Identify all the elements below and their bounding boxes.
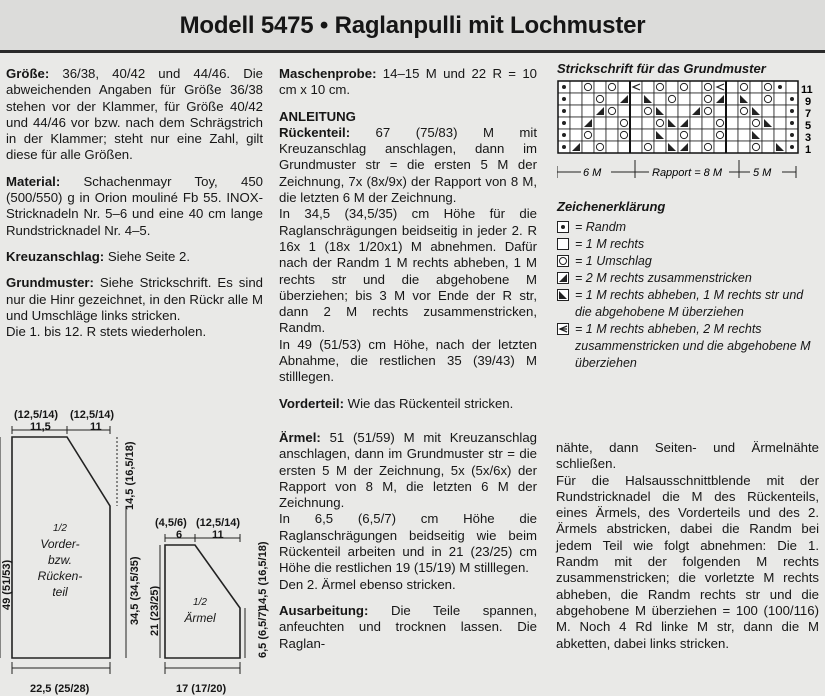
chart-cell [582,81,594,93]
knitting-chart [557,80,819,186]
chart-cell [606,105,618,117]
legend-item [557,219,819,236]
chart-title: Strickschrift für das Grundmuster [557,61,766,76]
sleeve-label-line: 1/2 [193,597,207,608]
finishing-continued-1: nähte, dann Seiten- und Ärmelnähte schließen. [556,440,819,472]
chart-cell [762,81,774,93]
column-middle [279,66,537,662]
legend-text: = 1 M rechts [575,237,645,251]
schematic-drawing [0,400,280,696]
chart-cell [642,117,654,129]
body-label-line: 1/2 [53,523,67,534]
gauge-heading: Maschenprobe: [279,66,377,81]
sleeve-top-left-dim: (4,5/6) [155,517,187,529]
chart-cell [642,105,654,117]
sleeve-paragraph [279,430,537,511]
chart-cell [678,105,690,117]
cast-on-text: Siehe Seite 2. [104,248,190,264]
cast-on-heading: Kreuzanschlag: [6,248,105,264]
body-width-1: 11,5 [30,421,51,433]
chart-cell [678,81,690,93]
sk2p-icon [557,323,571,335]
chart-cell [570,105,582,117]
chart-symbol [562,145,566,149]
chart-cell [654,117,666,129]
sleeve-width-2: 11 [212,529,224,541]
legend-item [557,270,819,287]
chart-cell [702,93,714,105]
instructions-heading: ANLEITUNG [279,108,356,124]
chart-cell [630,129,642,141]
chart-cell [690,93,702,105]
row-number: 9 [805,96,812,108]
row-number: 3 [805,132,812,144]
chart-cell [594,129,606,141]
body-label-line: bzw. [47,553,73,567]
sleeve-label-line: Ärmel [184,611,216,625]
front-paragraph [279,396,537,412]
chart-cell [738,141,750,153]
chart-cell [618,81,630,93]
chart-row-numbers [801,84,813,156]
chart-cell [714,105,726,117]
gauge-paragraph [279,66,537,99]
sleeve-heading: Ärmel: [279,429,321,445]
back-raglan-text: In 34,5 (34,5/35) cm Höhe für die Raglanschrägungen beidseitig in jeder 2. R 16x 1 (18x 1/20x1) M abnehmen. Dafür nach der Randm 1 M rechts abheben, 1 M rechts str und die abgehobene M überziehen; bis 3 M vor Ende der R str, dann 2 M rechts zusammenstricken, Randm. [279,206,537,336]
chart-cell [750,81,762,93]
chart-cell [714,129,726,141]
finishing-heading: Ausarbeitung: [279,602,369,618]
chart-cell [750,93,762,105]
pattern-paragraph [6,275,263,324]
chart-cell [618,117,630,129]
row-number: 5 [805,120,812,132]
body-side-height: 34,5 (34,5/35) [129,556,141,625]
title-bar [0,0,825,53]
legend-text: = Randm [575,220,627,234]
finishing-text: Die Teile spannen, anfeuchten und trocknen lassen. Die Raglan- [279,602,537,651]
chart-label-left: 6 M [583,167,602,179]
chart-symbol [778,85,782,89]
chart-cell [594,93,606,105]
chart-grid [558,81,798,153]
chart-bottom-labels [557,160,796,179]
sleeve-top-right-dim: (12,5/14) [196,517,241,529]
chart-cell [762,141,774,153]
body-label-line: teil [52,585,68,599]
chart-cell [738,81,750,93]
size-paragraph [6,66,263,164]
chart-cell [726,93,738,105]
chart-cell [714,117,726,129]
chart-cell [726,129,738,141]
chart-cell [618,105,630,117]
chart-cell [738,129,750,141]
chart-cell [702,117,714,129]
body-height: 49 (51/53) [1,559,13,610]
chart-cell [642,129,654,141]
column-left [6,66,263,350]
chart-cell [762,93,774,105]
sleeve-width-1: 6 [176,529,183,541]
chart-cell [738,117,750,129]
chart-cell [690,129,702,141]
page-title: Modell 5475 • Raglanpulli mit Lochmuster [179,12,646,39]
sleeve-raglan-height: 14,5 (16,5/18) [257,541,269,610]
k2tog-icon [557,272,571,284]
legend-item [557,236,819,253]
body-raglan-height: 14,5 (16,5/18) [124,441,136,510]
chart-cell [606,93,618,105]
chart-cell [594,81,606,93]
legend-text: = 1 M rechts abheben, 1 M rechts str und die abgehobene M überziehen [575,288,804,319]
chart-cell [690,117,702,129]
size-heading: Größe: [6,66,50,81]
chart-cell [690,141,702,153]
chart-symbol [790,97,794,101]
edge-stitch-icon [557,221,571,233]
body-top-right-dim: (12,5/14) [70,409,115,421]
chart-label-right: 5 M [753,167,772,179]
chart-cell [678,129,690,141]
gauge-text: 14–15 M und 22 R = 10 cm x 10 cm. [279,66,537,98]
pattern-heading: Grundmuster: [6,275,94,291]
back-end-text: In 49 (51/53) cm Höhe, nach der letzten Abnahme, die restlichen 35 (39/43) M stilllegen. [279,336,537,385]
legend-text: = 1 M rechts abheben, 2 M rechts zusammenstricken und die abgehobene M überziehen [575,322,811,370]
chart-cell [702,81,714,93]
chart-cell [666,93,678,105]
back-text: 67 (75/83) M mit Kreuzanschlag anschlagen, dann im Grundmuster str = die ersten 5 M der Zeichnung, 7x (8x/9x) der Rapport von 8 M, die letzten 6 M der Zeichnung. [279,124,537,206]
chart-cell [678,93,690,105]
body-bottom-width: 22,5 (25/28) [30,683,90,695]
chart-symbol [562,109,566,113]
chart-cell [606,81,618,93]
chart-label-repeat: Rapport = 8 M [652,167,723,179]
back-heading: Rückenteil: [279,124,351,140]
sleeve-text: 51 (51/59) M mit Kreuzanschlag anschlagen, dann im Grundmuster str = die ersten 5 M der Zeichnung, 5x (5x/6x) der Rapport von 8 M, die letzten 6 M der Zeichnung. [279,429,537,511]
chart-cell [594,141,606,153]
chart-cell [570,81,582,93]
legend-title: Zeichenerklärung [557,199,666,214]
chart-cell [570,129,582,141]
chart-cell [606,141,618,153]
chart-cell [570,93,582,105]
chart-cell [726,141,738,153]
chart-cell [702,105,714,117]
chart-symbol [562,97,566,101]
sleeve-raglan-text: In 6,5 (6,5/7) cm Höhe die Raglanschrägungen beidseitig wie beim Rückenteil arbeiten und in 21 (23/25) cm Höhe die restlichen 19 (15/19) M stilllegen. [279,511,537,576]
front-heading: Vorderteil: [279,395,344,411]
body-top-left-dim: (12,5/14) [14,409,59,421]
material-heading: Material: [6,173,61,189]
chart-cell [654,93,666,105]
material-text: Schachenmayr Toy, 450 (500/550) g in Orion mouliné Fb 55. INOX-Stricknadeln Nr. 5–6 und eine 40 cm lange Rundstricknadel Nr. 4–5. [6,173,263,238]
chart-cell [762,129,774,141]
chart-cell [630,141,642,153]
chart-cell [750,141,762,153]
sleeve-small-height: 6,5 (6,5/7) [257,607,269,658]
row-number: 11 [801,84,813,96]
chart-cell [786,81,798,93]
size-text: 36/38, 40/42 und 44/46. Die abweichenden Angaben für Größe 36/38 stehen vor der Klammer, für Größe 40/42 und 44/46 vor bzw. nach dem Schrägstrich in der Klammer; steht nur eine Zahl, gilt diese für alle Größen. [6,66,263,163]
pattern-text: Siehe Strickschrift. Es sind nur die Hinr gezeichnet, in den Rückr alle M und Umschläge links stricken. [6,275,263,323]
finishing-continued-2: Für die Halsausschnittblende mit der Rundstricknadel die M des Rückenteils, eines Ärmels, des Vorderteils und des 2. Ärmels abstricken, dabei die Randm bei jedem Teil wie folgt abnehmen: Die 1. Randm mit der folgenden M rechts zusammenstricken; die vorletzte M rechts abheben, die Randm rechts str und die abgehobene M überziehen = 100 (100/116) M. Noch 4 Rd linke M str, dann die M abketten, dabei links stricken. [556,472,819,651]
legend-text: = 1 Umschlag [575,254,652,268]
chart-cell [606,117,618,129]
finishing-paragraph [279,603,537,652]
chart-cell [750,117,762,129]
chart-symbol [790,145,794,149]
sleeve-bottom-width: 17 (17/20) [176,683,227,695]
front-text: Wie das Rückenteil stricken. [343,395,514,411]
chart-cell [666,129,678,141]
back-paragraph [279,125,537,206]
chart-symbol [562,133,566,137]
pattern-repeat-text: Die 1. bis 12. R stets wiederholen. [6,324,207,340]
column-right [556,440,819,652]
body-label-line: Vorder- [40,537,80,551]
chart-cell [702,129,714,141]
chart-cell [630,105,642,117]
body-width-2: 11 [90,421,102,433]
chart-cell [714,141,726,153]
legend-item [557,253,819,270]
chart-symbol [562,85,566,89]
chart-cell [654,81,666,93]
chart-cell [582,129,594,141]
material-paragraph [6,174,263,239]
sleeve-side-height: 21 (23/25) [149,585,161,636]
chart-cell [618,129,630,141]
legend-item [557,321,819,372]
chart-cell [726,81,738,93]
chart-symbol [790,109,794,113]
body-label-line: Rücken- [37,569,83,583]
legend [557,219,819,372]
chart-cell [774,93,786,105]
chart-cell [774,117,786,129]
yarn-over-icon [557,255,571,267]
chart-cell [642,141,654,153]
row-number: 1 [805,144,812,156]
row-number: 7 [805,108,812,120]
chart-cell [726,117,738,129]
chart-cell [774,129,786,141]
chart-cell [702,141,714,153]
chart-cell [630,117,642,129]
chart-symbol [790,133,794,137]
chart-cell [582,93,594,105]
chart-cell [666,105,678,117]
chart-cell [762,105,774,117]
chart-cell [630,93,642,105]
chart-cell [582,141,594,153]
chart-cell [582,105,594,117]
chart-symbol [562,121,566,125]
knit-stitch-icon [557,238,571,250]
sleeve-second-text: Den 2. Ärmel ebenso stricken. [279,576,456,592]
chart-cell [594,117,606,129]
chart-cell [690,81,702,93]
chart-cell [642,81,654,93]
ssk-icon [557,289,571,301]
chart-cell [666,81,678,93]
chart-cell [774,105,786,117]
chart-cell [570,117,582,129]
chart-cell [738,105,750,117]
chart-cell [606,129,618,141]
legend-item [557,287,819,321]
legend-text: = 2 M rechts zusammenstricken [575,271,752,285]
chart-symbol [790,121,794,125]
chart-cell [654,141,666,153]
chart-cell [618,141,630,153]
chart-cell [726,105,738,117]
cast-on-paragraph [6,249,263,265]
